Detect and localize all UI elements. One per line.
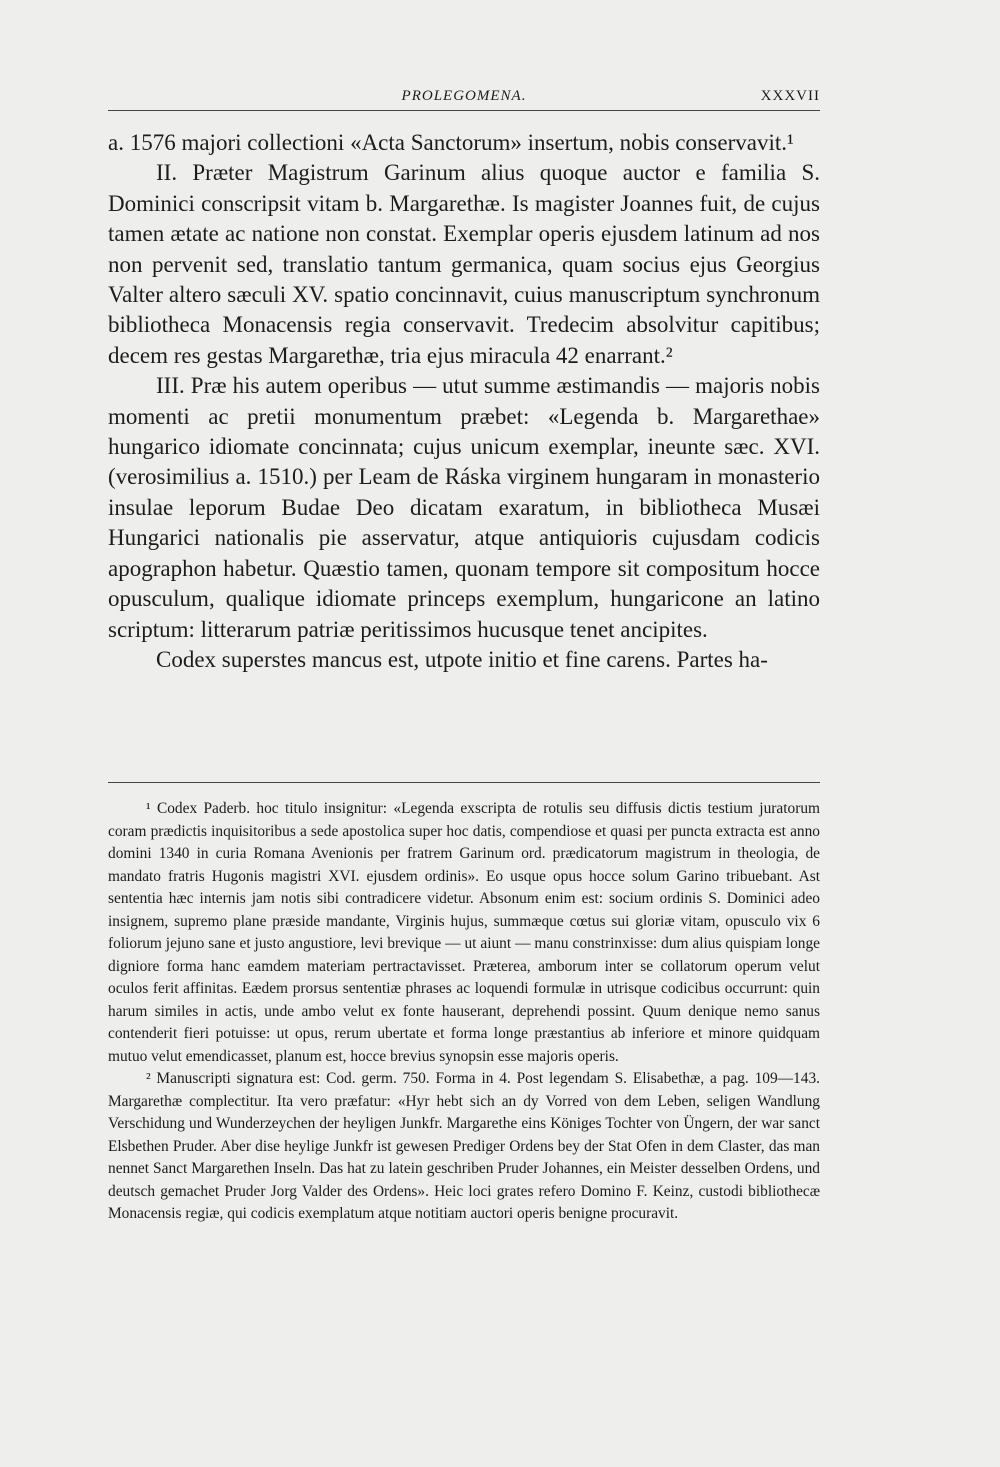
footnote-divider [108,782,820,783]
footnote-2: ² Manuscripti signatura est: Cod. germ. 750. Forma in 4. Post legendam S. Elisabethæ, a pag. 109—143. Margarethæ complectitur. Ita vero præfatur: «Hyr hebt sich an dy Vorred von dem Leben, seligen Wandlung Verschidung und Wunderzeychen der heyligen Junkfr. Margarethe eins Königes Tochter von Üngern, der war sanct Elsbethen Pruder. Aber dise heylige Junkfr ist gewesen Prediger Ordens bey der Stat Ofen in dem Claster, das man nennet Sanct Margarethen Inseln. Das hat zu latein geschriben Pruder Johannes, ein Meister desselben Ordens, und deutsch gemachet Pruder Jorg Valder des Ordens». Heic loci grates refero Domino F. Keinz, custodi bibliothecæ Monacensis regiæ, qui codicis exemplatum atque notitiam auctori operis benigne procuravit. [108,1070,820,1222]
body-text [108,128,820,675]
running-title: PROLEGOMENA. [401,88,527,104]
footnote-1: ¹ Codex Paderb. hoc titulo insignitur: «Legenda exscripta de rotulis seu diffusis dictis testium juratorum coram prædictis inquisitoribus a sede apostolica super hoc datis, compendiose et quasi per puncta extracta est anno domini 1340 in curia Romana Avenionis per fratrem Garinum ord. prædicatorum magistrum in theologia, de mandato fratris Hugonis magistri XVI. ejusdem ordinis». Eo usque opus hocce solum Garino tribuebant. Ast sententia hæc internis jam notis sibi contradicere videtur. Absonum enim est: socium ordinis S. Dominici adeo insignem, supremo plane præside mandante, Virginis hujus, summæque cœtus sui gloriæ vitam, opusculo vix 6 foliorum jejuno sane et justo angustiore, levi brevique — ut aiunt — manu constrinxisse: dum alius quispiam longe digniore forma hanc eamdem materiam pertractavisset. Præterea, amborum inter se collatorum operum velut oculos ferit affinitas. Eædem prorsus sententiæ phrases ac loquendi formulæ in utrisque codicibus occurrunt: quin harum similes in actis, unde ambo velut ex fonte hauserant, deprehendi possint. Quum denique nemo sanus contenderit fieri potuisse: ut opus, rerum ubertate et forma longe præstantius ab inferiore et minore quidquam mutuo velut emendicasset, planum est, hocce brevius synopsin esse majoris operis. [108,800,820,1065]
page-number: XXXVII [760,88,820,104]
footnotes [108,798,820,1226]
body-paragraph-4: Codex superstes mancus est, utpote initio et fine carens. Partes ha- [156,646,768,672]
body-paragraph-1: a. 1576 majori collectioni «Acta Sanctorum» insertum, nobis conservavit.¹ [108,130,794,155]
body-paragraph-2: II. Præter Magistrum Garinum alius quoque auctor e familia S. Dominici conscripsit vitam b. Margarethæ. Is magister Joannes fuit, de cujus tamen ætate ac natione non constat. Exemplar operis ejusdem latinum ad nos non pervenit sed, translatio tantum germanica, quam socius ejus Georgius Valter altero sæculi XV. spatio concinnavit, cuius manuscriptum synchronum bibliotheca Monacensis regia conservavit. Tredecim absolvitur capitibus; decem res gestas Margarethæ, tria ejus miracula 42 enarrant.² [108,160,820,368]
body-paragraph-3: III. Præ his autem operibus — utut summe æstimandis — majoris nobis momenti ac pretii monumentum præbet: «Legenda b. Margarethae» hungarico idiomate concinnata; cujus unicum exemplar, ineunte sæc. XVI. (verosimilius a. 1510.) per Leam de Ráska virginem hungaram in monasterio insulae leporum Budae Deo dicatam exaratum, in bibliotheca Musæi Hungarici nationalis pie asservatur, atque antiquioris cujusdam codicis apographon habetur. Quæstio tamen, quonam tempore sit compositum hocce opusculum, qualique idiomate princeps exemplum, hungaricone an latino scriptum: litterarum patriæ peritissimos hucusque tenet ancipites. [108,373,820,642]
running-head [108,86,820,111]
